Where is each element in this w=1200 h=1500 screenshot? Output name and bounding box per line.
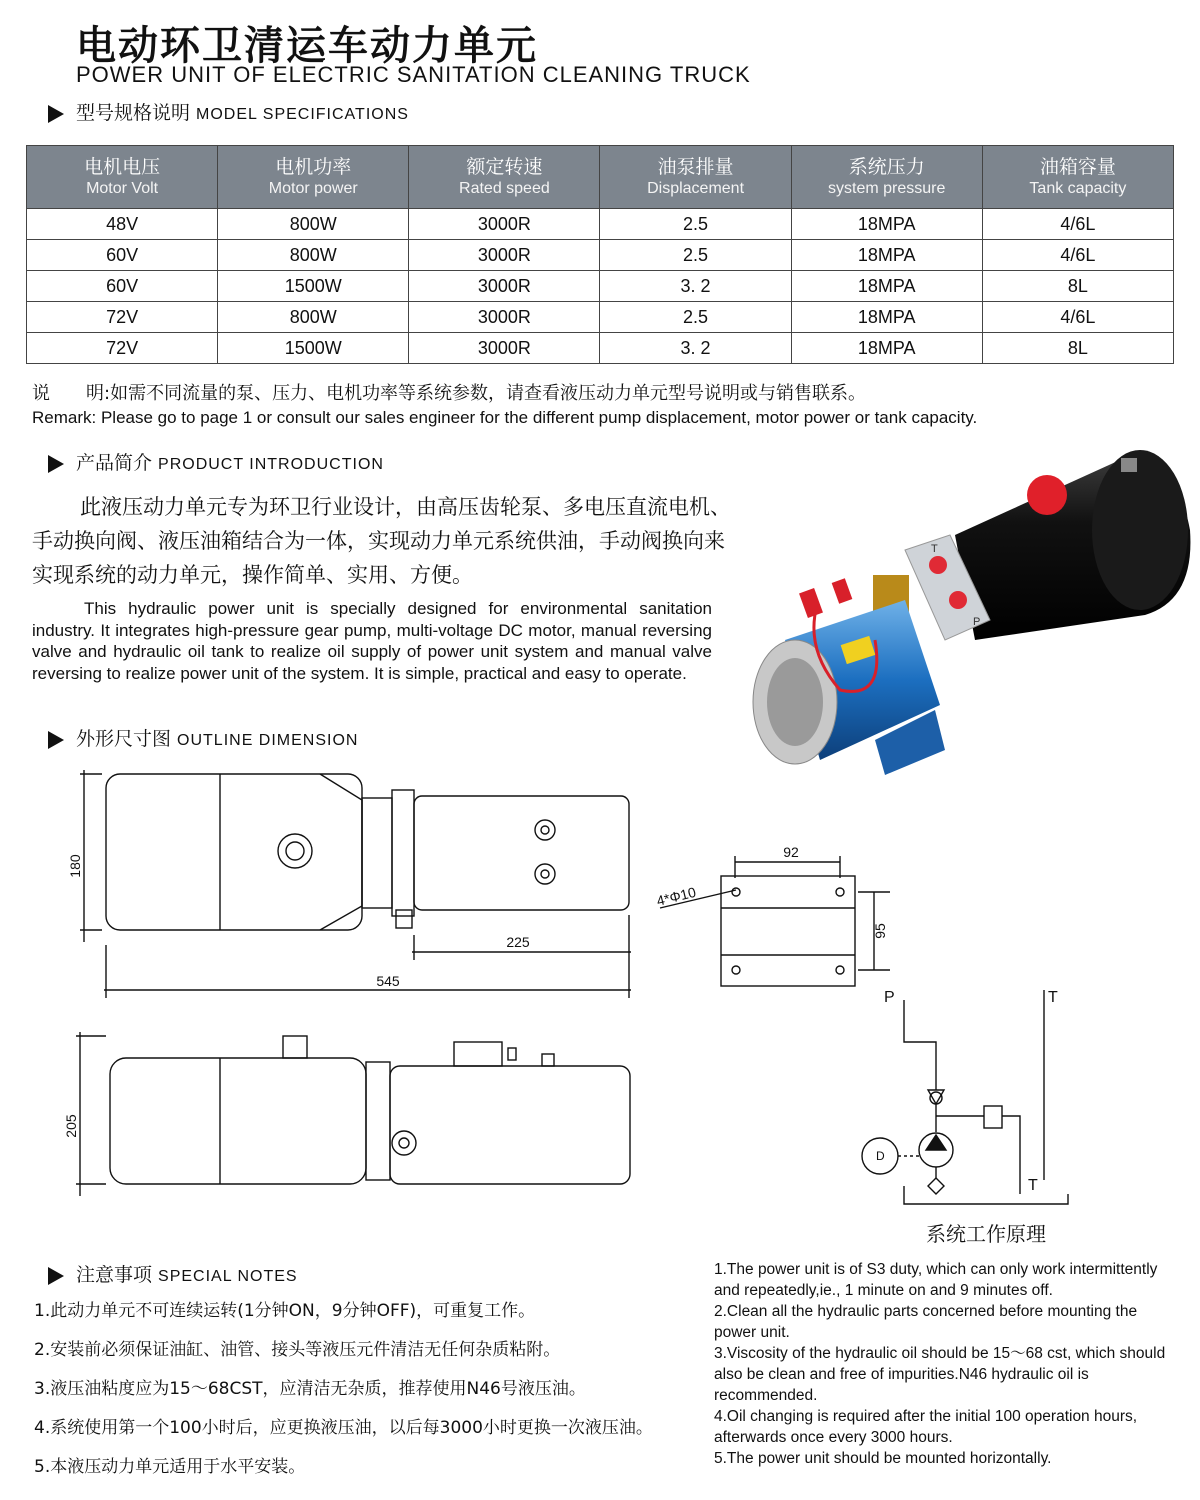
note-item-cn: 1.此动力单元不可连续运转(1分钟ON，9分钟OFF)，可重复工作。 [34,1301,536,1321]
dim-length-total: 545 [376,973,400,989]
note-item-en: 1.The power unit is of S3 duty, which can only work intermittently and repeatedly,ie., 1 minute on and 9 minutes off. [714,1261,1158,1299]
table-cell: 4/6L [982,240,1173,271]
table-cell: 72V [27,333,218,364]
triangle-bullet-icon [48,105,64,123]
intro-text-cn: 此液压动力单元专为环卫行业设计，由高压齿轮泵、多电压直流电机、手动换向阀、液压油箱结合为一体，实现动力单元系统供油，手动阀换向来实现系统的动力单元，操作简单、实用、方便。 [32,495,731,587]
table-cell: 48V [27,209,218,240]
schematic-caption: 系统工作原理 [926,1224,1046,1246]
column-header [600,146,791,209]
photo-port-p: P [973,616,981,628]
table-cell: 800W [218,209,409,240]
table-cell: 3000R [409,302,600,333]
product-photo [725,440,1195,790]
table-row [27,271,1174,302]
column-header-en: Motor power [268,180,358,197]
section-heading-cn: 型号规格说明 [76,102,191,124]
column-header-en: Tank capacity [1029,180,1127,197]
column-header [791,146,982,209]
table-cell: 2.5 [600,209,791,240]
notes-list-en [714,1259,1174,1469]
remark-en: Remark: Please go to page 1 or consult our sales engineer for the different pump displacement, motor power or tank capacity. [32,408,978,427]
table-cell: 8L [982,333,1173,364]
table-row [27,209,1174,240]
dim-height-top: 180 [67,854,83,878]
dim-mount-holes: 4*Φ10 [654,883,698,909]
section-heading-en: PRODUCT INTRODUCTION [158,456,384,473]
motor-symbol: D [876,1149,885,1163]
table-cell: 3. 2 [600,333,791,364]
section-heading-en: OUTLINE DIMENSION [177,732,359,749]
note-item-cn: 5.本液压动力单元适用于水平安装。 [34,1457,306,1477]
table-cell: 3000R [409,240,600,271]
note-item-en: 2.Clean all the hydraulic parts concerned before mounting the power unit. [714,1303,1138,1341]
spec-table [26,145,1174,364]
note-item-cn: 2.安装前必须保证油缸、油管、接头等液压元件清洁无任何杂质粘附。 [34,1340,561,1360]
table-cell: 3000R [409,333,600,364]
column-header-en: Displacement [647,180,745,197]
table-row [27,240,1174,271]
terminal-cap [799,588,823,618]
column-header-en: Rated speed [459,180,550,197]
dim-mount-height: 95 [872,923,888,939]
note-item-en: 4.Oil changing is required after the initial 100 operation hours, afterwards once every 3000 hours. [714,1408,1138,1446]
section-heading-cn: 外形尺寸图 [76,728,172,750]
column-header [982,146,1173,209]
notes-list-cn [34,1296,653,1491]
table-cell: 18MPA [791,271,982,302]
column-header-cn: 电机功率 [275,156,352,178]
note-item-en: 3.Viscosity of the hydraulic oil should be 15～68 cst, which should also be clean and free of impurities.N46 hydraulic oil is recommended. [714,1345,1166,1404]
note-item-cn: 4.系统使用第一个100小时后，应更换液压油，以后每3000小时更换一次液压油。 [34,1418,653,1438]
triangle-bullet-icon [48,455,64,473]
column-header-en: Motor Volt [86,180,159,197]
side-view [76,1032,630,1196]
table-cell: 3000R [409,271,600,302]
table-cell: 8L [982,271,1173,302]
column-header-en: system pressure [828,180,946,197]
table-cell: 18MPA [791,302,982,333]
photo-port-t: T [931,543,938,555]
port-p-label: P [884,989,895,1006]
triangle-bullet-icon [48,731,64,749]
table-cell: 3000R [409,209,600,240]
table-cell: 2.5 [600,240,791,271]
table-row [27,302,1174,333]
note-item-en: 5.The power unit should be mounted horizontally. [714,1450,1052,1467]
table-cell: 4/6L [982,302,1173,333]
section-heading-cn: 注意事项 [76,1264,153,1286]
column-header-cn: 油箱容量 [1039,156,1116,178]
oil-tank [955,450,1190,640]
intro-text-en: This hydraulic power unit is specially designed for environmental sanitation industry. It integrates high-pressure gear pump, multi-voltage DC motor, manual reversing valve and hydraulic oil tank to realize oil supply of power unit system and manual valve reversing to realize power unit of the system. It is simple, practical and easy to operate. [32,599,712,683]
dim-length-part: 225 [506,934,530,950]
column-header-cn: 系统压力 [848,156,925,178]
mount-plate [660,856,890,986]
terminal-cap [832,578,853,603]
table-cell: 18MPA [791,240,982,271]
page-title: 电动环卫清运车动力单元 [76,23,538,69]
outline-drawing [0,750,1200,1260]
page-subtitle: POWER UNIT OF ELECTRIC SANITATION CLEANING TRUCK [76,62,751,87]
column-header-cn: 油泵排量 [657,156,734,178]
column-header [27,146,218,209]
port-t-label: T [1048,989,1058,1006]
table-cell: 800W [218,302,409,333]
table-cell: 18MPA [791,333,982,364]
section-heading-outline [48,724,358,751]
section-heading-cn: 产品简介 [76,452,153,474]
remark-cn: 说 明:如需不同流量的泵、压力、电机功率等系统参数，请查看液压动力单元型号说明或与销售联系。 [32,383,867,404]
section-heading-en: MODEL SPECIFICATIONS [196,106,409,123]
column-header [218,146,409,209]
table-cell: 60V [27,240,218,271]
hydraulic-schematic [862,990,1068,1204]
column-header-cn: 额定转速 [466,156,543,178]
table-cell: 3. 2 [600,271,791,302]
section-heading-intro [48,448,384,475]
note-item-cn: 3.液压油粘度应为15～68CST，应清洁无杂质，推荐使用N46号液压油。 [34,1379,586,1399]
column-header-cn: 电机电压 [84,156,161,178]
table-row [27,333,1174,364]
table-cell: 1500W [218,333,409,364]
table-cell: 1500W [218,271,409,302]
section-heading-notes [48,1260,298,1287]
section-heading-specs [48,98,409,125]
port-t2-label: T [1028,1177,1038,1194]
table-cell: 800W [218,240,409,271]
table-cell: 18MPA [791,209,982,240]
column-header [409,146,600,209]
dim-height-side: 205 [63,1114,79,1138]
table-cell: 60V [27,271,218,302]
dim-mount-width: 92 [783,844,799,860]
section-heading-en: SPECIAL NOTES [158,1268,298,1285]
table-cell: 72V [27,302,218,333]
table-cell: 4/6L [982,209,1173,240]
top-view [80,770,631,998]
triangle-bullet-icon [48,1267,64,1285]
table-cell: 2.5 [600,302,791,333]
